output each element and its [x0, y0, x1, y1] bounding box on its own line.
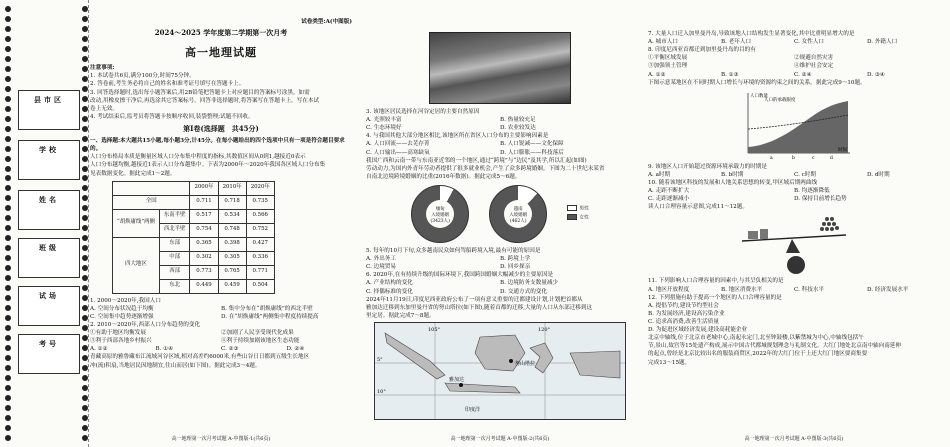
- school-field[interactable]: 学校: [18, 140, 80, 180]
- q10-options-row: [648, 195, 940, 203]
- question-5: 5. 每年的10月下旬,众多越南民众如何驾船跨境入境,最有可能的原因是: [366, 247, 541, 254]
- q8-option-d[interactable]: D. ③④: [867, 71, 885, 78]
- table-header-row: [113, 181, 275, 195]
- q11-option-d[interactable]: D. 经济发展水平: [867, 286, 909, 293]
- punch-hole: [5, 195, 11, 201]
- table-cell: 0.718: [218, 195, 246, 209]
- punch-hole: [82, 415, 88, 421]
- q3-option-a[interactable]: A. 光照较丰富: [366, 117, 402, 124]
- table-sub-cell: 西部: [159, 265, 190, 279]
- mc-intro: 一、选择题:本大题共15小题,每小题3分,计45分。在每小题给出的四个选项中只有一项是符合题目要求的。: [90, 138, 345, 153]
- punch-hole: [82, 315, 88, 321]
- table-cell: 0.365: [190, 237, 218, 251]
- q12-option-c[interactable]: C. 追求高消费,改善生活质量: [648, 318, 719, 325]
- q2-item: ④利于持续加剧该地区生态功能: [221, 338, 300, 345]
- table-cell: 0.336: [246, 251, 274, 265]
- punch-hole: [82, 305, 88, 311]
- fig-label: d: [830, 155, 833, 161]
- question-1: 1. 2000～2020年,我国人口: [90, 297, 161, 304]
- exam-number-field[interactable]: 考号: [18, 334, 80, 374]
- punch-hole: [82, 225, 88, 231]
- punch-hole: [5, 16, 11, 22]
- punch-hole: [5, 345, 11, 351]
- punch-hole: [82, 295, 88, 301]
- donut-myanmar-value: (3423人): [430, 218, 450, 224]
- punch-hole: [82, 275, 88, 281]
- passage-line: 见表数据变化。据此完成1～2题。: [90, 170, 176, 177]
- punch-hole: [82, 435, 88, 441]
- note-line: 改动,用橡皮擦干净后,再选涂其它答案标号。回答非选择题时,将答案写在答题卡上。写在本试: [90, 97, 320, 104]
- note-line: 3. 回答选择题时,选出每小题答案后,用2B铅笔把答题卡上对应题目的答案标号涂黑。如需: [90, 89, 310, 96]
- table-sub-cell: 中部: [159, 251, 190, 265]
- carrying-capacity-figure: [734, 89, 854, 161]
- q7-option-b[interactable]: B. 老年人口: [721, 39, 752, 46]
- carrying-capacity-svg: [734, 89, 854, 161]
- note-line: 4. 考试结束后,监考员将答题卡按顺序收回,装袋整理;试题不回收。: [90, 113, 254, 120]
- punch-hole: [5, 265, 11, 271]
- q1-option-c[interactable]: C. 空间集中趋势逐渐增强: [90, 313, 154, 320]
- q2-item: ③利于西部各地乡村振兴: [90, 338, 152, 345]
- q8-item: ①平衡区域发展: [648, 55, 688, 62]
- table-row: [113, 209, 275, 223]
- q11-option-c[interactable]: C. 科技水平: [794, 286, 825, 293]
- section-title: 第Ⅰ卷(选择题 共45分): [183, 123, 259, 133]
- q4-option-d[interactable]: D. 人口膨胀——科技落后: [500, 149, 564, 156]
- punch-hole: [5, 126, 11, 132]
- passage-line: 人口分布格局本质是衡量区域人口分布集中程度的指标,其数值区间从0到1,越接近0表示: [90, 154, 306, 161]
- q8-item: ④维护社会安定: [794, 63, 834, 70]
- notes-title: 注意事项:: [90, 65, 115, 72]
- q3-option-b[interactable]: B. 热量较充足: [500, 117, 536, 124]
- map-label: 雅加达: [449, 376, 465, 383]
- donut-vietnam-label: 越南 入境婚姻: [509, 206, 528, 218]
- table-cell: 0.771: [246, 265, 274, 279]
- question-10: 10. 随着该地区科技的发展和人地关系思想的转变,甲区域后期两曲线: [648, 179, 818, 186]
- indonesia-map: [374, 322, 626, 420]
- punch-hole: [82, 66, 88, 72]
- punch-hole: [82, 126, 88, 132]
- punch-hole: [5, 365, 11, 371]
- punch-hole: [5, 225, 11, 231]
- table-group-cell: “胡焕庸线”两侧: [113, 209, 160, 237]
- punch-hole: [5, 375, 11, 381]
- punch-hole: [82, 46, 88, 52]
- population-balance-figure: [734, 213, 854, 275]
- punch-hole: [5, 275, 11, 281]
- punch-hole: [5, 385, 11, 391]
- punch-hole: [82, 255, 88, 261]
- passage-line: 的起点,曾经是北京比较出名的服装商贸区,2022年的大红门位于上还大红门地区要商集要: [648, 351, 868, 358]
- name-field[interactable]: 姓名: [18, 190, 80, 230]
- question-2: 2. 2010～2020年,西部人口分布趋势的变化: [90, 321, 201, 328]
- q3-option-d[interactable]: D. 农业较发达: [500, 125, 536, 132]
- table-sub-cell: 东部: [159, 237, 190, 251]
- table-sub-cell: 西北半壁: [159, 223, 190, 237]
- punch-hole: [5, 146, 11, 152]
- q10-option-c[interactable]: C. 走距逐渐减小: [648, 196, 690, 203]
- binding-strip: [0, 0, 89, 447]
- q8-item: ③加强领土管理: [648, 63, 688, 70]
- punch-hole: [82, 385, 88, 391]
- passage-line: 下图示意某地区在不同时期人口增长与环境的资源约束之间的关系。据此完成9～10题。: [648, 79, 866, 86]
- table-cell: 0.517: [190, 209, 218, 223]
- q9-option-d[interactable]: D. d时期: [867, 171, 890, 178]
- punch-hole: [5, 425, 11, 431]
- punch-hole: [82, 36, 88, 42]
- question-8: 8. 印度尼西亚首都迁到加里曼丹岛的目的有: [648, 47, 756, 54]
- passage-line: 北京中轴线,位于北京市老城中心,南起永定门,北至钟鼓楼,以紫禁城为中心,中轴线包括午: [648, 335, 864, 342]
- punch-hole: [5, 415, 11, 421]
- q1-option-a[interactable]: A. 空间分布状况趋于均衡: [90, 305, 154, 312]
- punch-hole: [82, 106, 88, 112]
- punch-hole: [5, 116, 11, 122]
- q9-options-row: [648, 171, 940, 179]
- q5-option-c[interactable]: C. 边境贸易: [366, 264, 397, 271]
- punch-hole: [5, 435, 11, 441]
- punch-hole: [82, 185, 88, 191]
- punch-hole: [82, 355, 88, 361]
- map-label: 印度洋: [465, 406, 481, 413]
- passage-line: 雅加达迁移到东加里曼丹省的努山塔拉(如下图),随着首都的迁移,大量的人口从东部迁移到这: [366, 304, 593, 311]
- punch-hole: [82, 205, 88, 211]
- punch-hole: [5, 6, 11, 12]
- table-cell: 0.449: [190, 279, 218, 293]
- passage-line: 节,景山,故宫等15处遗产构成,展示中国古代都城规划理念与礼制文化。大红门地处北京南中轴向南延伸: [648, 343, 901, 350]
- page-1-column: [90, 0, 352, 447]
- q1-options-row: [90, 313, 352, 321]
- punch-hole: [82, 325, 88, 331]
- page-2-column: [366, 0, 634, 447]
- punch-hole: [82, 26, 88, 32]
- table-cell: 0.398: [218, 237, 246, 251]
- q4-options-row: [366, 140, 634, 148]
- fig-label: a: [770, 155, 773, 161]
- q5-option-a[interactable]: A. 外出务工: [366, 256, 396, 263]
- q2-items-row: [90, 329, 352, 337]
- q8-item: ②规避自然灾害: [794, 55, 834, 62]
- punch-hole: [82, 405, 88, 411]
- punch-hole: [5, 285, 11, 291]
- punch-hole: [82, 96, 88, 102]
- exam-room-field[interactable]: 试场: [18, 286, 80, 326]
- q6-option-a[interactable]: A. 产业结构的变化: [366, 280, 413, 287]
- q6-options-row: [366, 279, 634, 287]
- q9-option-a[interactable]: A. a时期: [648, 171, 671, 178]
- passage-line: 青藏高原的雅鲁藏布江流域河谷区域,相对高差约6000米,有些山谷日日都到五级生长地区: [90, 354, 310, 361]
- q4-options-row: [366, 149, 634, 157]
- q5-option-d[interactable]: D. 回乡探亲: [500, 264, 531, 271]
- map-label: 10°: [377, 388, 386, 395]
- punch-hole: [82, 76, 88, 82]
- punch-hole: [5, 255, 11, 261]
- q1-option-b[interactable]: B. 集中分布在“胡焕庸线”的西北半壁: [221, 305, 313, 312]
- punch-hole: [82, 235, 88, 241]
- note-line: 卷上无效。: [90, 105, 118, 112]
- q11-option-a[interactable]: A. 地区开放程度: [648, 286, 690, 293]
- q9-option-b[interactable]: B. b时期: [721, 171, 744, 178]
- notes-list: [90, 72, 352, 121]
- page-3-column: [648, 0, 940, 447]
- donut-myanmar-label: 缅甸 入境婚姻: [431, 206, 450, 218]
- punch-hole: [5, 175, 11, 181]
- punch-hole: [5, 185, 11, 191]
- q7-option-a[interactable]: A. 城市人口: [648, 39, 678, 46]
- q2-items-row: [90, 337, 352, 345]
- punch-hole: [82, 146, 88, 152]
- q12-option-b[interactable]: B. 为发展经济,建设高污染企业: [648, 310, 725, 317]
- q2-option-c[interactable]: C. ②③: [221, 346, 239, 353]
- punch-hole: [5, 106, 11, 112]
- passage-line: 劳动动力,为国内外青年劳动者提供了很多就业机会,产生了众多跨境婚姻。下图为二十世纪末某省: [366, 165, 605, 172]
- table-row: [113, 237, 275, 251]
- q8-option-a[interactable]: A. ①②: [648, 71, 666, 78]
- punch-hole: [5, 335, 11, 341]
- q5-option-b[interactable]: B. 跨境上学: [500, 256, 531, 263]
- punch-hole: [5, 156, 11, 162]
- punch-hole: [82, 16, 88, 22]
- q1-options-row: [90, 305, 352, 313]
- punch-hole: [5, 46, 11, 52]
- table-sub-cell: 东北: [159, 279, 190, 293]
- question-12: 12. 下列措施有助于提高一个地区的人口合理容量的是: [648, 294, 782, 301]
- population-balance-svg: [734, 213, 854, 275]
- map-label: 5°: [377, 356, 383, 363]
- fig-label: 时间: [838, 147, 847, 153]
- q7-options-row: [648, 38, 940, 46]
- punch-hole: [5, 395, 11, 401]
- question-6: 6. 2020年,在有持续升级的国际环境下,我国跨国婚姻大幅减少的主要原因是: [366, 272, 554, 279]
- punch-hole: [82, 365, 88, 371]
- punch-hole: [82, 56, 88, 62]
- q2-item: ①有助于地区均衡发展: [90, 330, 146, 337]
- legend-item: 女性: [567, 214, 589, 223]
- question-7: 7. 大量人口迁入加里曼丹岛,导致该地人口结构发生显著变化,其中比重明显增大的是: [648, 31, 855, 37]
- punch-hole: [5, 235, 11, 241]
- punch-hole: [82, 215, 88, 221]
- question-11: 11. 下列影响人口合理容量的因素中,与其呈负相关的是: [648, 278, 784, 285]
- q4-option-c[interactable]: C. 人口输出——高寒缺氧: [366, 149, 430, 156]
- punch-hole: [82, 375, 88, 381]
- table-cell: 0.711: [190, 195, 218, 209]
- q2-option-a[interactable]: A. ①②: [90, 346, 108, 353]
- q6-option-b[interactable]: B. 边境防务支数量减少: [500, 280, 559, 287]
- q2-item: ②加剧了人民享受现代化成果: [221, 330, 294, 337]
- q3-options-row: [366, 116, 634, 124]
- table-group-cell: 四大地区: [113, 237, 160, 293]
- table-cell: 0.566: [246, 209, 274, 223]
- punch-hole: [82, 6, 88, 12]
- q1-option-d[interactable]: D. 在“胡焕庸线”两侧集中程度持续提高: [221, 313, 319, 320]
- q2-option-b[interactable]: B. ①④: [155, 346, 174, 353]
- table-group-cell: 全国: [113, 195, 190, 209]
- punch-hole: [5, 305, 11, 311]
- punch-hole: [5, 26, 11, 32]
- punch-hole: [5, 136, 11, 142]
- q11-options-row: [648, 286, 940, 294]
- passage-line: 人口分布越均衡,越接近1表示人口分布越集中。下表为2000年～2020年我国各区域人口分布集: [90, 162, 326, 169]
- fig-label: 人口的承载限度: [764, 97, 796, 103]
- punch-hole: [5, 325, 11, 331]
- punch-hole: [5, 315, 11, 321]
- note-line: 2. 答卷前,考生务必将自己的姓名和准考证号填写在答题卡上。: [90, 81, 245, 88]
- donut-vietnam: [489, 185, 547, 243]
- table-cell: 0.748: [218, 223, 246, 237]
- q10-option-a[interactable]: A. 走距不断扩大: [648, 188, 690, 195]
- donut-legend: [567, 205, 589, 223]
- marriage-donut-charts: [366, 185, 634, 243]
- indonesia-map-svg: [375, 323, 625, 419]
- punch-hole: [5, 66, 11, 72]
- punch-hole: [82, 245, 88, 251]
- q4-option-a[interactable]: A. 人口回流——去芜存菁: [366, 141, 430, 148]
- table-cell: 0.504: [246, 279, 274, 293]
- table-header-cell: 2020年: [246, 181, 274, 195]
- q7-option-c[interactable]: C. 女性人口: [794, 39, 825, 46]
- punch-hole: [82, 425, 88, 431]
- q5-options-row: [366, 263, 634, 271]
- q12-option-d[interactable]: D. 为促进区域经济发展,建设高耗能企业: [648, 327, 748, 334]
- paper-type: 试卷类型:A(中图版): [301, 19, 352, 25]
- table-header-cell: 2000年: [190, 181, 218, 195]
- table-row: [113, 195, 275, 209]
- passage-line: 读人口合理容量示意图,完成11～12题。: [648, 204, 748, 211]
- q8-items-row: [648, 62, 940, 70]
- donut-vietnam-value: (462人): [509, 218, 527, 224]
- table-cell: 0.305: [218, 251, 246, 265]
- punch-hole: [5, 76, 11, 82]
- passage-line: 里定居。据此完成7～8题。: [366, 312, 435, 319]
- punch-hole: [5, 295, 11, 301]
- q6-options-row: [366, 288, 634, 296]
- map-label: 105°: [428, 326, 441, 333]
- table-cell: 0.534: [218, 209, 246, 223]
- punch-hole: [5, 166, 11, 172]
- table-cell: 0.765: [218, 265, 246, 279]
- table-cell: 0.302: [190, 251, 218, 265]
- question-9: 9. 该地区人口开始超过资源环境承载力的时期是: [648, 163, 767, 170]
- q12-option-a[interactable]: A. 提倡节约,建设节约型社会: [648, 302, 719, 309]
- table-cell: 0.459: [218, 279, 246, 293]
- table-header-cell: 2010年: [218, 181, 246, 195]
- punch-hole: [82, 195, 88, 201]
- table-cell: 0.773: [190, 265, 218, 279]
- donut-myanmar: [411, 185, 469, 243]
- punch-hole: [5, 205, 11, 211]
- q10-option-b[interactable]: B. 均逐渐降低: [794, 188, 830, 195]
- map-label: 120°: [538, 326, 551, 333]
- page-footer: 高一地理第一次月考试题 A-中图版-2(共6页): [450, 435, 550, 442]
- punch-hole: [5, 86, 11, 92]
- punch-hole: [5, 355, 11, 361]
- punch-hole: [5, 405, 11, 411]
- passage-line: 自南北边境跨境婚姻的比重(2016年数据)。据此完成5～6题。: [366, 173, 521, 180]
- passage-line: 完成13～15题。: [648, 359, 691, 366]
- map-label: 努山塔拉: [515, 360, 536, 367]
- punch-hole: [5, 245, 11, 251]
- punch-hole: [82, 285, 88, 291]
- q3-options-row: [366, 124, 634, 132]
- q8-option-b[interactable]: B. ①③: [721, 71, 739, 78]
- passage-line: 我国广西和云南一带与东南亚近邻的一个地区,通过“跨境”与“边民”及其学,所以汇起(如图): [366, 157, 587, 164]
- note-line: 1. 本试卷共6页,满分100分,时间75分钟。: [90, 73, 195, 80]
- fig-label: 人口数量: [750, 93, 768, 99]
- punch-hole: [5, 36, 11, 42]
- q8-items-row: [648, 54, 940, 62]
- fig-label: c: [812, 155, 815, 161]
- punch-hole: [82, 345, 88, 351]
- passage-line: 冲(流)积扇,当地居民因地制宜,往山而居(如下图)。据此完成3～4题。: [90, 362, 261, 369]
- table-cell: 0.754: [190, 223, 218, 237]
- table-cell: 0.427: [246, 237, 274, 251]
- punch-hole: [82, 265, 88, 271]
- question-3: 3. 该地区居民选择在河谷定居的主要自然原因: [366, 109, 480, 115]
- punch-holes-left: [3, 6, 13, 441]
- q2-option-d[interactable]: D. ②④: [286, 346, 305, 353]
- q7-option-d[interactable]: D. 外籍人口: [867, 39, 898, 46]
- q5-options-row: [366, 255, 634, 263]
- q11-option-b[interactable]: B. 地区消费水平: [721, 286, 763, 293]
- punch-hole: [82, 395, 88, 401]
- q3-option-c[interactable]: C. 生态环境好: [366, 125, 402, 132]
- table-cell: 0.752: [246, 223, 274, 237]
- page-footer: 高一地理第一次月考试题 A-中图版-3(共6页): [744, 435, 844, 442]
- table-cell: 0.735: [246, 195, 274, 209]
- q10-options-row: [648, 187, 940, 195]
- punch-hole: [5, 215, 11, 221]
- class-field[interactable]: 班级: [18, 238, 80, 278]
- county-field[interactable]: 县市区: [18, 90, 80, 130]
- punch-hole: [82, 116, 88, 122]
- q2-options-row: [90, 345, 352, 353]
- q6-option-d[interactable]: D. 交通方式的变化: [500, 288, 547, 295]
- punch-holes-right: [80, 6, 90, 441]
- q8-options-row: [648, 71, 940, 79]
- punch-hole: [82, 335, 88, 341]
- exam-name: 2024～2025 学年度第二学期第一次月考: [154, 28, 288, 38]
- valley-photo: [429, 32, 571, 104]
- punch-hole: [82, 175, 88, 181]
- punch-hole: [82, 156, 88, 162]
- subject-title: 高一地理试题: [185, 46, 257, 60]
- fig-label: b: [792, 155, 795, 161]
- q4-option-b[interactable]: B. 人口锐减——文化保障: [500, 141, 564, 148]
- punch-hole: [5, 96, 11, 102]
- punch-hole: [82, 86, 88, 92]
- question-4: 4. 与我国其他大部分地区相比,该地区所在省区人口分布的主要影响因素是: [366, 133, 549, 140]
- q10-option-d[interactable]: D. 保持目前增长趋势: [794, 196, 847, 203]
- table-sub-cell: 东南半壁: [159, 209, 190, 223]
- legend-item: 男性: [567, 205, 589, 214]
- punch-hole: [82, 166, 88, 172]
- q9-option-c[interactable]: C. c时期: [794, 171, 816, 178]
- passage-line: 2024年11月19日,印度尼西亚政府公布了一项有意义重要的迁都建设计划,计划把首都从: [366, 296, 583, 303]
- page-footer: 高一地理第一次月考试题 A-中图版-1(共6页): [171, 435, 271, 442]
- population-table: [112, 181, 275, 294]
- punch-hole: [5, 56, 11, 62]
- punch-hole: [82, 136, 88, 142]
- q8-option-c[interactable]: C. ②④: [794, 71, 812, 78]
- q6-option-c[interactable]: C. 择偶标准的变化: [366, 288, 413, 295]
